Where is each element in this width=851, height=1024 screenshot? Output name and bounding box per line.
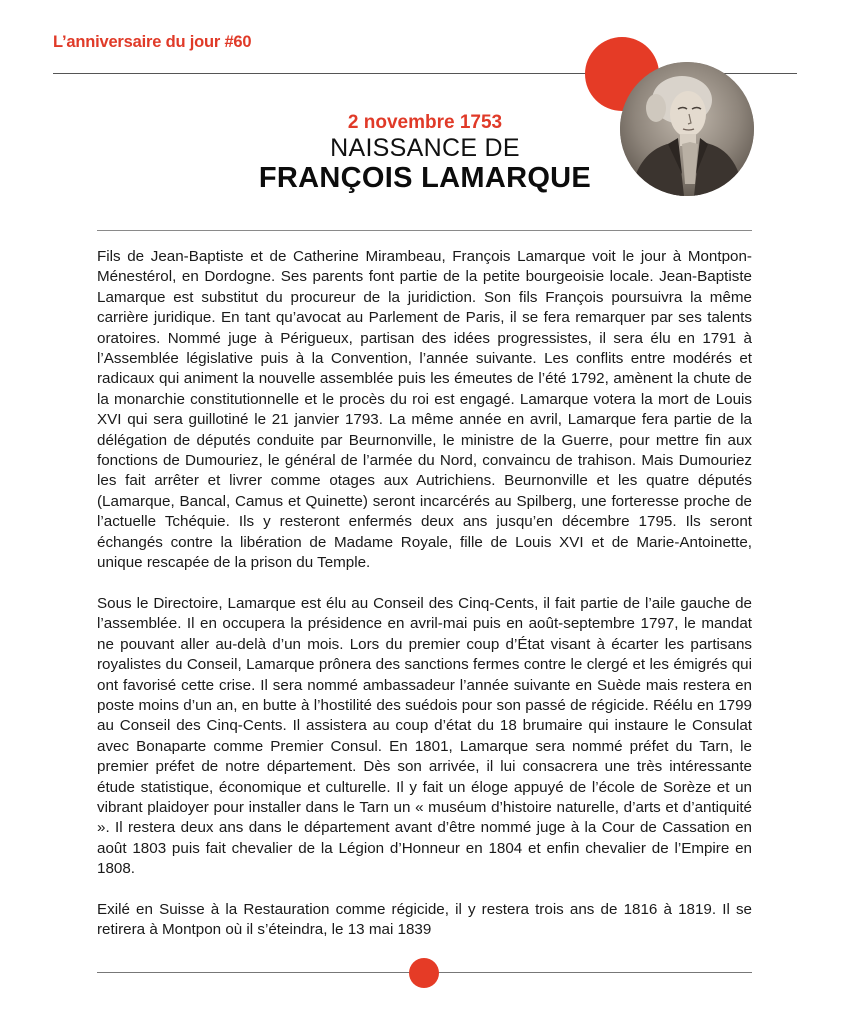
article-paragraph: Fils de Jean-Baptiste et de Catherine Mirambeau, François Lamarque voit le jour à Montpon-Ménestérol, en Dordogne. Ses parents font partie de la petite bourgeoisie locale. Jean-Baptiste Lamarque est substitut du procureur de la juridiction. Son fils François poursuivra la même carrière juridique. En tant qu’avocat au Parlement de Paris, il se fera remarquer par ses talents oratoires. Nommé juge à Périgueux, partisan des idées progressistes, il sera élu en 1791 à l’Assemblée législative puis à la Convention, l’année suivante. Les conflits entre modérés et radicaux qui animent la nouvelle assemblée puis les émeutes de l’été 1792, amènent la chute de la monarchie constitutionnelle et le procès du roi est engagé. Lamarque votera la mort de Louis XVI qui sera guillotiné le 21 janvier 1793. La même année en avril, Lamarque fera partie de la délégation de députés conduite par Beurnonville, le ministre de la Guerre, pour mettre fin aux fonctions de Dumouriez, le général de l’armée du Nord, convaincu de trahison. Mais Dumouriez les fait arrêter et livrer comme otages aux Autrichiens. Beurnonville et les quatre députés (Lamarque, Bancal, Camus et Quinette) seront incarcérés au Spilberg, une forteresse proche de l’actuelle Tchéquie. Ils y resteront enfermés deux ans jusqu’en décembre 1795. Ils seront échangés contre la libération de Madame Royale, fille de Louis XVI et de Marie-Antoinette, unique rescapée de la prison du Temple. <box>97 248 752 572</box>
event-date: 2 novembre 1753 <box>347 112 503 133</box>
article-body <box>97 247 752 961</box>
decorative-red-dot <box>409 958 439 988</box>
article-paragraph: Exilé en Suisse à la Restauration comme régicide, il y restera trois ans de 1816 à 1819. Il se retirera à Montpon où il s’éteindra, le 13 mai 1839 <box>97 900 752 939</box>
event-type-heading: NAISSANCE DE <box>330 134 520 162</box>
title-divider <box>97 230 752 231</box>
person-name-heading: FRANÇOIS LAMARQUE <box>258 162 592 194</box>
article-paragraph: Sous le Directoire, Lamarque est élu au Conseil des Cinq-Cents, il fait partie de l’aile gauche de l’assemblée. Il en occupera la présidence en avril-mai puis en août-septembre 1797, le mandat ne pouvant aller au-delà d’un mois. Lors du premier coup d’État visant à écarter les partisans royalistes du Conseil, Lamarque prônera des sanctions fermes contre le clergé et les émigrés qui ont favorisé cette crise. Il sera nommé ambassadeur l’année suivante en Suède mais restera en poste moins d’un an, en butte à l’hostilité des suédois pour son passé de régicide. Réélu en 1799 au Conseil des Cinq-Cents. Il assistera au coup d’état du 18 brumaire qui instaure le Consulat avec Bonaparte comme Premier Consul. En 1801, Lamarque sera nommé préfet du Tarn, le premier préfet de notre département. Dès son arrivée, il lui consacrera une très intéressante étude statistique, économique et culturelle. Il y fait un éloge appuyé de l’école de Sorèze et un vibrant plaidoyer pour installer dans le Tarn un « muséum d’histoire naturelle, d’arts et d’antiquité ». Il restera deux ans dans le département avant d’être nommé juge à la Cour de Cassation en août 1803 puis fait chevalier de la Légion d’Honneur en 1804 et enfin chevalier de l’Empire en 1808. <box>97 594 752 878</box>
series-kicker: L’anniversaire du jour #60 <box>53 33 252 51</box>
